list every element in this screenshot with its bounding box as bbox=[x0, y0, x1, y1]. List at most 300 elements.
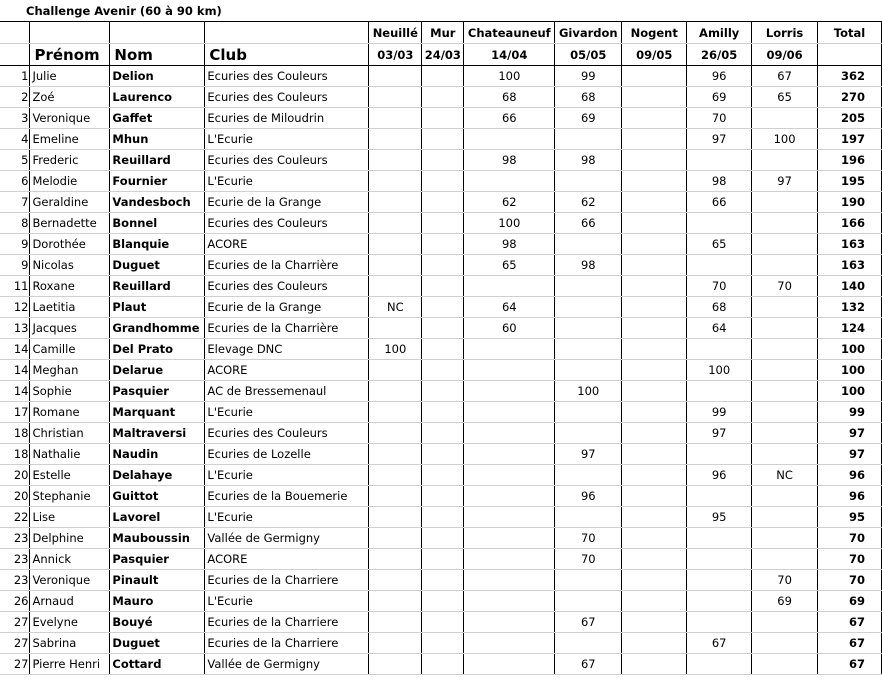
club-cell[interactable]: Ecuries de Miloudrin bbox=[205, 108, 369, 129]
score-cell[interactable] bbox=[752, 486, 818, 507]
header-total-blank[interactable] bbox=[818, 44, 882, 66]
club-cell[interactable]: L'Ecurie bbox=[205, 507, 369, 528]
score-cell[interactable] bbox=[369, 612, 422, 633]
score-cell[interactable] bbox=[752, 549, 818, 570]
score-cell[interactable] bbox=[555, 507, 622, 528]
total-cell[interactable]: 166 bbox=[818, 213, 882, 234]
score-cell[interactable] bbox=[464, 486, 555, 507]
score-cell[interactable] bbox=[752, 297, 818, 318]
header-blank-rank-2[interactable] bbox=[0, 44, 30, 66]
club-cell[interactable]: L'Ecurie bbox=[205, 171, 369, 192]
first-name-cell[interactable]: Pierre Henri bbox=[30, 654, 110, 675]
header-blank-club[interactable] bbox=[205, 22, 369, 44]
header-event-name[interactable]: Mur bbox=[422, 22, 464, 44]
total-cell[interactable]: 362 bbox=[818, 66, 882, 87]
score-cell[interactable]: 100 bbox=[555, 381, 622, 402]
total-cell[interactable]: 195 bbox=[818, 171, 882, 192]
club-cell[interactable]: Ecuries des Couleurs bbox=[205, 150, 369, 171]
score-cell[interactable] bbox=[622, 150, 687, 171]
score-cell[interactable] bbox=[622, 276, 687, 297]
score-cell[interactable] bbox=[622, 255, 687, 276]
score-cell[interactable]: 100 bbox=[369, 339, 422, 360]
score-cell[interactable] bbox=[622, 192, 687, 213]
score-cell[interactable] bbox=[622, 171, 687, 192]
score-cell[interactable]: 70 bbox=[555, 549, 622, 570]
score-cell[interactable]: 62 bbox=[555, 192, 622, 213]
header-event-date[interactable]: 03/03 bbox=[369, 44, 422, 66]
total-cell[interactable]: 70 bbox=[818, 528, 882, 549]
header-event-date[interactable]: 14/04 bbox=[464, 44, 555, 66]
score-cell[interactable] bbox=[752, 213, 818, 234]
score-cell[interactable] bbox=[422, 192, 464, 213]
score-cell[interactable]: 69 bbox=[752, 591, 818, 612]
score-cell[interactable] bbox=[622, 444, 687, 465]
score-cell[interactable] bbox=[687, 444, 752, 465]
score-cell[interactable] bbox=[752, 318, 818, 339]
score-cell[interactable] bbox=[422, 507, 464, 528]
score-cell[interactable] bbox=[687, 654, 752, 675]
first-name-cell[interactable]: Dorothée bbox=[30, 234, 110, 255]
total-cell[interactable]: 67 bbox=[818, 633, 882, 654]
last-name-cell[interactable]: Reuillard bbox=[110, 276, 205, 297]
score-cell[interactable]: NC bbox=[369, 297, 422, 318]
score-cell[interactable] bbox=[422, 339, 464, 360]
first-name-cell[interactable]: Annick bbox=[30, 549, 110, 570]
score-cell[interactable]: 67 bbox=[687, 633, 752, 654]
score-cell[interactable] bbox=[622, 297, 687, 318]
score-cell[interactable] bbox=[622, 360, 687, 381]
first-name-cell[interactable]: Evelyne bbox=[30, 612, 110, 633]
score-cell[interactable] bbox=[622, 87, 687, 108]
rank-cell[interactable]: 1 bbox=[0, 66, 30, 87]
club-cell[interactable]: ACORE bbox=[205, 360, 369, 381]
score-cell[interactable] bbox=[555, 570, 622, 591]
total-cell[interactable]: 163 bbox=[818, 255, 882, 276]
rank-cell[interactable]: 17 bbox=[0, 402, 30, 423]
header-total[interactable]: Total bbox=[818, 22, 882, 44]
score-cell[interactable] bbox=[622, 213, 687, 234]
sheet-title[interactable]: Challenge Avenir (60 à 90 km) bbox=[0, 0, 882, 22]
header-nom[interactable]: Nom bbox=[110, 44, 205, 66]
header-event-name[interactable]: Amilly bbox=[687, 22, 752, 44]
score-cell[interactable] bbox=[555, 423, 622, 444]
score-cell[interactable] bbox=[369, 591, 422, 612]
score-cell[interactable] bbox=[464, 612, 555, 633]
rank-cell[interactable]: 20 bbox=[0, 465, 30, 486]
club-cell[interactable]: L'Ecurie bbox=[205, 465, 369, 486]
score-cell[interactable] bbox=[369, 66, 422, 87]
score-cell[interactable] bbox=[622, 402, 687, 423]
club-cell[interactable]: L'Ecurie bbox=[205, 402, 369, 423]
score-cell[interactable] bbox=[752, 192, 818, 213]
total-cell[interactable]: 67 bbox=[818, 612, 882, 633]
score-cell[interactable] bbox=[369, 318, 422, 339]
total-cell[interactable]: 190 bbox=[818, 192, 882, 213]
score-cell[interactable] bbox=[555, 234, 622, 255]
club-cell[interactable]: Ecuries des Couleurs bbox=[205, 87, 369, 108]
rank-cell[interactable]: 23 bbox=[0, 570, 30, 591]
score-cell[interactable] bbox=[422, 276, 464, 297]
total-cell[interactable]: 70 bbox=[818, 549, 882, 570]
score-cell[interactable] bbox=[752, 234, 818, 255]
score-cell[interactable] bbox=[422, 360, 464, 381]
club-cell[interactable]: Ecuries de Lozelle bbox=[205, 444, 369, 465]
total-cell[interactable]: 97 bbox=[818, 444, 882, 465]
score-cell[interactable] bbox=[464, 633, 555, 654]
score-cell[interactable] bbox=[369, 108, 422, 129]
total-cell[interactable]: 132 bbox=[818, 297, 882, 318]
score-cell[interactable]: 70 bbox=[555, 528, 622, 549]
score-cell[interactable] bbox=[752, 381, 818, 402]
score-cell[interactable] bbox=[555, 633, 622, 654]
club-cell[interactable]: Ecuries de la Bouemerie bbox=[205, 486, 369, 507]
score-cell[interactable] bbox=[464, 507, 555, 528]
last-name-cell[interactable]: Marquant bbox=[110, 402, 205, 423]
score-cell[interactable] bbox=[752, 402, 818, 423]
score-cell[interactable]: 68 bbox=[555, 87, 622, 108]
score-cell[interactable] bbox=[422, 570, 464, 591]
last-name-cell[interactable]: Bonnel bbox=[110, 213, 205, 234]
header-event-name[interactable]: Lorris bbox=[752, 22, 818, 44]
last-name-cell[interactable]: Grandhomme bbox=[110, 318, 205, 339]
score-cell[interactable] bbox=[464, 423, 555, 444]
score-cell[interactable]: 100 bbox=[464, 213, 555, 234]
score-cell[interactable]: 64 bbox=[464, 297, 555, 318]
last-name-cell[interactable]: Bouyé bbox=[110, 612, 205, 633]
score-cell[interactable] bbox=[422, 486, 464, 507]
score-cell[interactable] bbox=[555, 171, 622, 192]
score-cell[interactable] bbox=[369, 381, 422, 402]
club-cell[interactable]: Ecuries des Couleurs bbox=[205, 66, 369, 87]
score-cell[interactable]: 66 bbox=[464, 108, 555, 129]
score-cell[interactable]: 96 bbox=[687, 465, 752, 486]
score-cell[interactable] bbox=[369, 570, 422, 591]
rank-cell[interactable]: 14 bbox=[0, 360, 30, 381]
score-cell[interactable]: 64 bbox=[687, 318, 752, 339]
first-name-cell[interactable]: Christian bbox=[30, 423, 110, 444]
score-cell[interactable] bbox=[464, 528, 555, 549]
score-cell[interactable] bbox=[422, 297, 464, 318]
rank-cell[interactable]: 8 bbox=[0, 213, 30, 234]
score-cell[interactable] bbox=[622, 234, 687, 255]
header-event-name[interactable]: Givardon bbox=[555, 22, 622, 44]
rank-cell[interactable]: 4 bbox=[0, 129, 30, 150]
score-cell[interactable] bbox=[555, 129, 622, 150]
last-name-cell[interactable]: Delahaye bbox=[110, 465, 205, 486]
first-name-cell[interactable]: Veronique bbox=[30, 108, 110, 129]
total-cell[interactable]: 197 bbox=[818, 129, 882, 150]
score-cell[interactable] bbox=[369, 150, 422, 171]
last-name-cell[interactable]: Laurenco bbox=[110, 87, 205, 108]
first-name-cell[interactable]: Meghan bbox=[30, 360, 110, 381]
score-cell[interactable] bbox=[752, 633, 818, 654]
last-name-cell[interactable]: Gaffet bbox=[110, 108, 205, 129]
score-cell[interactable]: 99 bbox=[687, 402, 752, 423]
club-cell[interactable]: L'Ecurie bbox=[205, 129, 369, 150]
score-cell[interactable] bbox=[422, 150, 464, 171]
score-cell[interactable]: NC bbox=[752, 465, 818, 486]
score-cell[interactable] bbox=[752, 654, 818, 675]
rank-cell[interactable]: 2 bbox=[0, 87, 30, 108]
last-name-cell[interactable]: Pasquier bbox=[110, 549, 205, 570]
score-cell[interactable] bbox=[422, 213, 464, 234]
score-cell[interactable] bbox=[622, 570, 687, 591]
first-name-cell[interactable]: Melodie bbox=[30, 171, 110, 192]
first-name-cell[interactable]: Lise bbox=[30, 507, 110, 528]
header-event-date[interactable]: 24/03 bbox=[422, 44, 464, 66]
score-cell[interactable] bbox=[622, 591, 687, 612]
first-name-cell[interactable]: Frederic bbox=[30, 150, 110, 171]
score-cell[interactable] bbox=[687, 150, 752, 171]
rank-cell[interactable]: 6 bbox=[0, 171, 30, 192]
first-name-cell[interactable]: Delphine bbox=[30, 528, 110, 549]
score-cell[interactable]: 70 bbox=[687, 276, 752, 297]
score-cell[interactable] bbox=[369, 633, 422, 654]
header-event-name[interactable]: Chateauneuf bbox=[464, 22, 555, 44]
score-cell[interactable] bbox=[422, 402, 464, 423]
score-cell[interactable] bbox=[555, 339, 622, 360]
rank-cell[interactable]: 23 bbox=[0, 549, 30, 570]
score-cell[interactable] bbox=[369, 402, 422, 423]
club-cell[interactable]: Ecuries de la Charrière bbox=[205, 255, 369, 276]
score-cell[interactable]: 96 bbox=[687, 66, 752, 87]
first-name-cell[interactable]: Estelle bbox=[30, 465, 110, 486]
club-cell[interactable]: Ecuries de la Charriere bbox=[205, 633, 369, 654]
rank-cell[interactable]: 27 bbox=[0, 654, 30, 675]
club-cell[interactable]: ACORE bbox=[205, 549, 369, 570]
score-cell[interactable]: 97 bbox=[687, 129, 752, 150]
score-cell[interactable] bbox=[369, 129, 422, 150]
club-cell[interactable]: Ecuries de la Charriere bbox=[205, 612, 369, 633]
score-cell[interactable]: 65 bbox=[464, 255, 555, 276]
rank-cell[interactable]: 22 bbox=[0, 507, 30, 528]
score-cell[interactable] bbox=[555, 591, 622, 612]
score-cell[interactable]: 62 bbox=[464, 192, 555, 213]
rank-cell[interactable]: 11 bbox=[0, 276, 30, 297]
score-cell[interactable]: 69 bbox=[687, 87, 752, 108]
score-cell[interactable] bbox=[622, 528, 687, 549]
score-cell[interactable] bbox=[464, 402, 555, 423]
score-cell[interactable] bbox=[752, 339, 818, 360]
total-cell[interactable]: 124 bbox=[818, 318, 882, 339]
total-cell[interactable]: 96 bbox=[818, 465, 882, 486]
last-name-cell[interactable]: Mauboussin bbox=[110, 528, 205, 549]
last-name-cell[interactable]: Maltraversi bbox=[110, 423, 205, 444]
score-cell[interactable]: 68 bbox=[464, 87, 555, 108]
score-cell[interactable]: 98 bbox=[555, 150, 622, 171]
score-cell[interactable]: 67 bbox=[752, 66, 818, 87]
club-cell[interactable]: AC de Bressemenaul bbox=[205, 381, 369, 402]
first-name-cell[interactable]: Roxane bbox=[30, 276, 110, 297]
total-cell[interactable]: 95 bbox=[818, 507, 882, 528]
score-cell[interactable]: 65 bbox=[687, 234, 752, 255]
score-cell[interactable] bbox=[369, 213, 422, 234]
rank-cell[interactable]: 20 bbox=[0, 486, 30, 507]
score-cell[interactable] bbox=[422, 654, 464, 675]
score-cell[interactable] bbox=[369, 171, 422, 192]
total-cell[interactable]: 100 bbox=[818, 381, 882, 402]
score-cell[interactable] bbox=[464, 654, 555, 675]
score-cell[interactable]: 65 bbox=[752, 87, 818, 108]
score-cell[interactable] bbox=[369, 507, 422, 528]
score-cell[interactable] bbox=[687, 528, 752, 549]
total-cell[interactable]: 196 bbox=[818, 150, 882, 171]
score-cell[interactable]: 100 bbox=[687, 360, 752, 381]
score-cell[interactable] bbox=[422, 465, 464, 486]
rank-cell[interactable]: 12 bbox=[0, 297, 30, 318]
rank-cell[interactable]: 13 bbox=[0, 318, 30, 339]
score-cell[interactable] bbox=[464, 360, 555, 381]
header-event-name[interactable]: Nogent bbox=[622, 22, 687, 44]
score-cell[interactable] bbox=[369, 234, 422, 255]
score-cell[interactable] bbox=[622, 108, 687, 129]
rank-cell[interactable]: 23 bbox=[0, 528, 30, 549]
last-name-cell[interactable]: Lavorel bbox=[110, 507, 205, 528]
club-cell[interactable]: Ecuries des Couleurs bbox=[205, 276, 369, 297]
score-cell[interactable]: 70 bbox=[752, 570, 818, 591]
score-cell[interactable] bbox=[687, 612, 752, 633]
score-cell[interactable] bbox=[622, 633, 687, 654]
score-cell[interactable] bbox=[464, 129, 555, 150]
last-name-cell[interactable]: Reuillard bbox=[110, 150, 205, 171]
score-cell[interactable] bbox=[622, 507, 687, 528]
score-cell[interactable] bbox=[622, 549, 687, 570]
score-cell[interactable] bbox=[622, 318, 687, 339]
score-cell[interactable] bbox=[422, 66, 464, 87]
score-cell[interactable]: 67 bbox=[555, 654, 622, 675]
last-name-cell[interactable]: Mhun bbox=[110, 129, 205, 150]
last-name-cell[interactable]: Del Prato bbox=[110, 339, 205, 360]
rank-cell[interactable]: 7 bbox=[0, 192, 30, 213]
score-cell[interactable] bbox=[369, 486, 422, 507]
score-cell[interactable] bbox=[555, 318, 622, 339]
score-cell[interactable] bbox=[622, 66, 687, 87]
header-event-date[interactable]: 05/05 bbox=[555, 44, 622, 66]
first-name-cell[interactable]: Nathalie bbox=[30, 444, 110, 465]
total-cell[interactable]: 99 bbox=[818, 402, 882, 423]
rank-cell[interactable]: 14 bbox=[0, 339, 30, 360]
score-cell[interactable] bbox=[422, 549, 464, 570]
last-name-cell[interactable]: Pinault bbox=[110, 570, 205, 591]
score-cell[interactable]: 99 bbox=[555, 66, 622, 87]
score-cell[interactable] bbox=[555, 297, 622, 318]
score-cell[interactable] bbox=[752, 108, 818, 129]
score-cell[interactable] bbox=[622, 654, 687, 675]
header-event-date[interactable]: 09/05 bbox=[622, 44, 687, 66]
score-cell[interactable]: 97 bbox=[555, 444, 622, 465]
club-cell[interactable]: Elevage DNC bbox=[205, 339, 369, 360]
first-name-cell[interactable]: Arnaud bbox=[30, 591, 110, 612]
score-cell[interactable] bbox=[464, 444, 555, 465]
first-name-cell[interactable]: Zoé bbox=[30, 87, 110, 108]
club-cell[interactable]: Ecuries de la Charrière bbox=[205, 318, 369, 339]
first-name-cell[interactable]: Jacques bbox=[30, 318, 110, 339]
score-cell[interactable]: 70 bbox=[687, 108, 752, 129]
score-cell[interactable] bbox=[555, 276, 622, 297]
score-cell[interactable] bbox=[752, 612, 818, 633]
score-cell[interactable]: 100 bbox=[464, 66, 555, 87]
score-cell[interactable] bbox=[622, 612, 687, 633]
score-cell[interactable] bbox=[622, 486, 687, 507]
last-name-cell[interactable]: Naudin bbox=[110, 444, 205, 465]
score-cell[interactable] bbox=[422, 444, 464, 465]
rank-cell[interactable]: 14 bbox=[0, 381, 30, 402]
first-name-cell[interactable]: Emeline bbox=[30, 129, 110, 150]
score-cell[interactable] bbox=[464, 381, 555, 402]
score-cell[interactable] bbox=[464, 591, 555, 612]
score-cell[interactable] bbox=[752, 150, 818, 171]
first-name-cell[interactable]: Geraldine bbox=[30, 192, 110, 213]
score-cell[interactable]: 60 bbox=[464, 318, 555, 339]
score-cell[interactable] bbox=[687, 255, 752, 276]
score-cell[interactable] bbox=[422, 612, 464, 633]
header-blank-nom[interactable] bbox=[110, 22, 205, 44]
score-cell[interactable] bbox=[622, 423, 687, 444]
first-name-cell[interactable]: Sabrina bbox=[30, 633, 110, 654]
club-cell[interactable]: Ecuries des Couleurs bbox=[205, 213, 369, 234]
score-cell[interactable] bbox=[422, 87, 464, 108]
score-cell[interactable] bbox=[369, 276, 422, 297]
total-cell[interactable]: 163 bbox=[818, 234, 882, 255]
total-cell[interactable]: 97 bbox=[818, 423, 882, 444]
score-cell[interactable] bbox=[422, 255, 464, 276]
rank-cell[interactable]: 18 bbox=[0, 444, 30, 465]
score-cell[interactable] bbox=[422, 129, 464, 150]
last-name-cell[interactable]: Delion bbox=[110, 66, 205, 87]
header-event-name[interactable]: Neuillé bbox=[369, 22, 422, 44]
club-cell[interactable]: L'Ecurie bbox=[205, 591, 369, 612]
score-cell[interactable] bbox=[687, 549, 752, 570]
rank-cell[interactable]: 5 bbox=[0, 150, 30, 171]
score-cell[interactable]: 95 bbox=[687, 507, 752, 528]
total-cell[interactable]: 70 bbox=[818, 570, 882, 591]
score-cell[interactable] bbox=[422, 171, 464, 192]
score-cell[interactable] bbox=[687, 381, 752, 402]
score-cell[interactable] bbox=[369, 192, 422, 213]
score-cell[interactable] bbox=[752, 528, 818, 549]
score-cell[interactable] bbox=[687, 570, 752, 591]
total-cell[interactable]: 69 bbox=[818, 591, 882, 612]
rank-cell[interactable]: 27 bbox=[0, 612, 30, 633]
score-cell[interactable] bbox=[555, 465, 622, 486]
score-cell[interactable] bbox=[752, 255, 818, 276]
club-cell[interactable]: ACORE bbox=[205, 234, 369, 255]
score-cell[interactable] bbox=[752, 444, 818, 465]
last-name-cell[interactable]: Cottard bbox=[110, 654, 205, 675]
score-cell[interactable]: 68 bbox=[687, 297, 752, 318]
club-cell[interactable]: Vallée de Germigny bbox=[205, 528, 369, 549]
club-cell[interactable]: Ecuries de la Charriere bbox=[205, 570, 369, 591]
last-name-cell[interactable]: Vandesboch bbox=[110, 192, 205, 213]
score-cell[interactable]: 98 bbox=[687, 171, 752, 192]
total-cell[interactable]: 205 bbox=[818, 108, 882, 129]
score-cell[interactable] bbox=[464, 276, 555, 297]
header-club[interactable]: Club bbox=[205, 44, 369, 66]
rank-cell[interactable]: 27 bbox=[0, 633, 30, 654]
club-cell[interactable]: Vallée de Germigny bbox=[205, 654, 369, 675]
score-cell[interactable] bbox=[422, 108, 464, 129]
last-name-cell[interactable]: Duguet bbox=[110, 633, 205, 654]
score-cell[interactable] bbox=[369, 87, 422, 108]
last-name-cell[interactable]: Plaut bbox=[110, 297, 205, 318]
score-cell[interactable] bbox=[752, 360, 818, 381]
header-blank-rank[interactable] bbox=[0, 22, 30, 44]
score-cell[interactable] bbox=[422, 528, 464, 549]
score-cell[interactable] bbox=[369, 255, 422, 276]
score-cell[interactable] bbox=[422, 591, 464, 612]
score-cell[interactable] bbox=[687, 339, 752, 360]
total-cell[interactable]: 140 bbox=[818, 276, 882, 297]
